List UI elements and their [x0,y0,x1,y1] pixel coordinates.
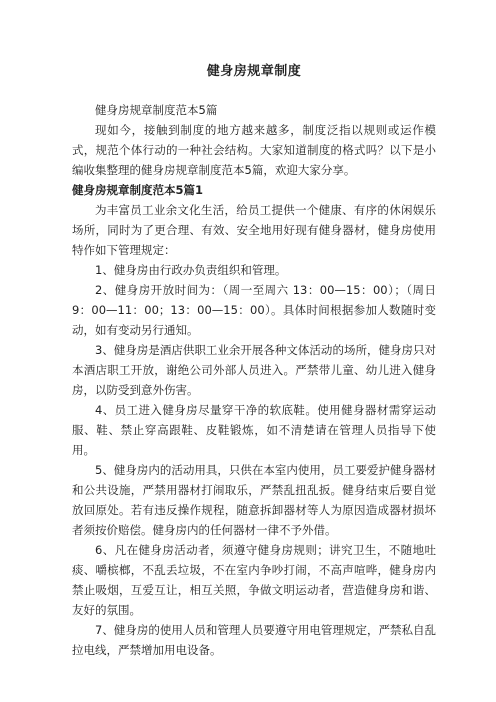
document-subtitle: 健身房规章制度范本5篇 [95,103,218,117]
paragraph: 现如今，接触到制度的地方越来越多，制度泛指以规则或运作模式，规范个体行动的一种社会结构。大家知道制度的格式吗？以下是小编收集整理的健身房规章制度范本5篇，欢迎大家分享。 [72,123,436,177]
paragraph: 5、健身房内的活动用具，只供在本室内使用，员工要爱护健身器材和公共设施，严禁用器材打闹取乐，严禁乱扭乱扳。健身结束后要自觉放回原处。若有违反操作规程，随意拆卸器材等人为原因造成器材损坏者须按价赔偿。健身房内的任何器材一律不予外借。 [72,463,436,537]
paragraph: 6、凡在健身房活动者，须遵守健身房规则；讲究卫生，不随地吐痰、嚼槟榔，不乱丢垃圾，不在室内争吵打闹，不高声喧哗，健身房内禁止吸烟，互爱互让，相互关照，争做文明运动者，营造健身房和谐、友好的氛围。 [72,543,436,617]
paragraph: 4、员工进入健身房尽量穿干净的软底鞋。使用健身器材需穿运动服、鞋、禁止穿高跟鞋、皮鞋锻炼，如不清楚请在管理人员指导下使用。 [72,403,436,457]
paragraph: 1、健身房由行政办负责组织和管理。 [95,263,287,277]
document-title: 健身房规章制度 [206,64,302,79]
paragraph: 为丰富员工业余文化生活，给员工提供一个健康、有序的休闲娱乐场所，同时为了更合理、有效、安全地用好现有健身器材，健身房使用特作如下管理规定： [72,203,436,257]
paragraph: 2、健身房开放时间为：（周一至周六 13：00—15：00）；（周日 9：00—11：00；13：00—15：00）。具体时间根据参加人数随时变动，如有变动另行通知。 [72,283,436,337]
document-body [72,100,436,660]
paragraph: 7、健身房的使用人员和管理人员要遵守用电管理规定，严禁私自乱拉电线，严禁增加用电设备。 [72,623,436,657]
paragraph: 3、健身房是酒店供职工业余开展各种文体活动的场所，健身房只对本酒店职工开放，谢绝公司外部人员进入。严禁带儿童、幼儿进入健身房，以防受到意外伤害。 [72,343,436,397]
section-heading: 健身房规章制度范本5篇1 [72,183,204,197]
